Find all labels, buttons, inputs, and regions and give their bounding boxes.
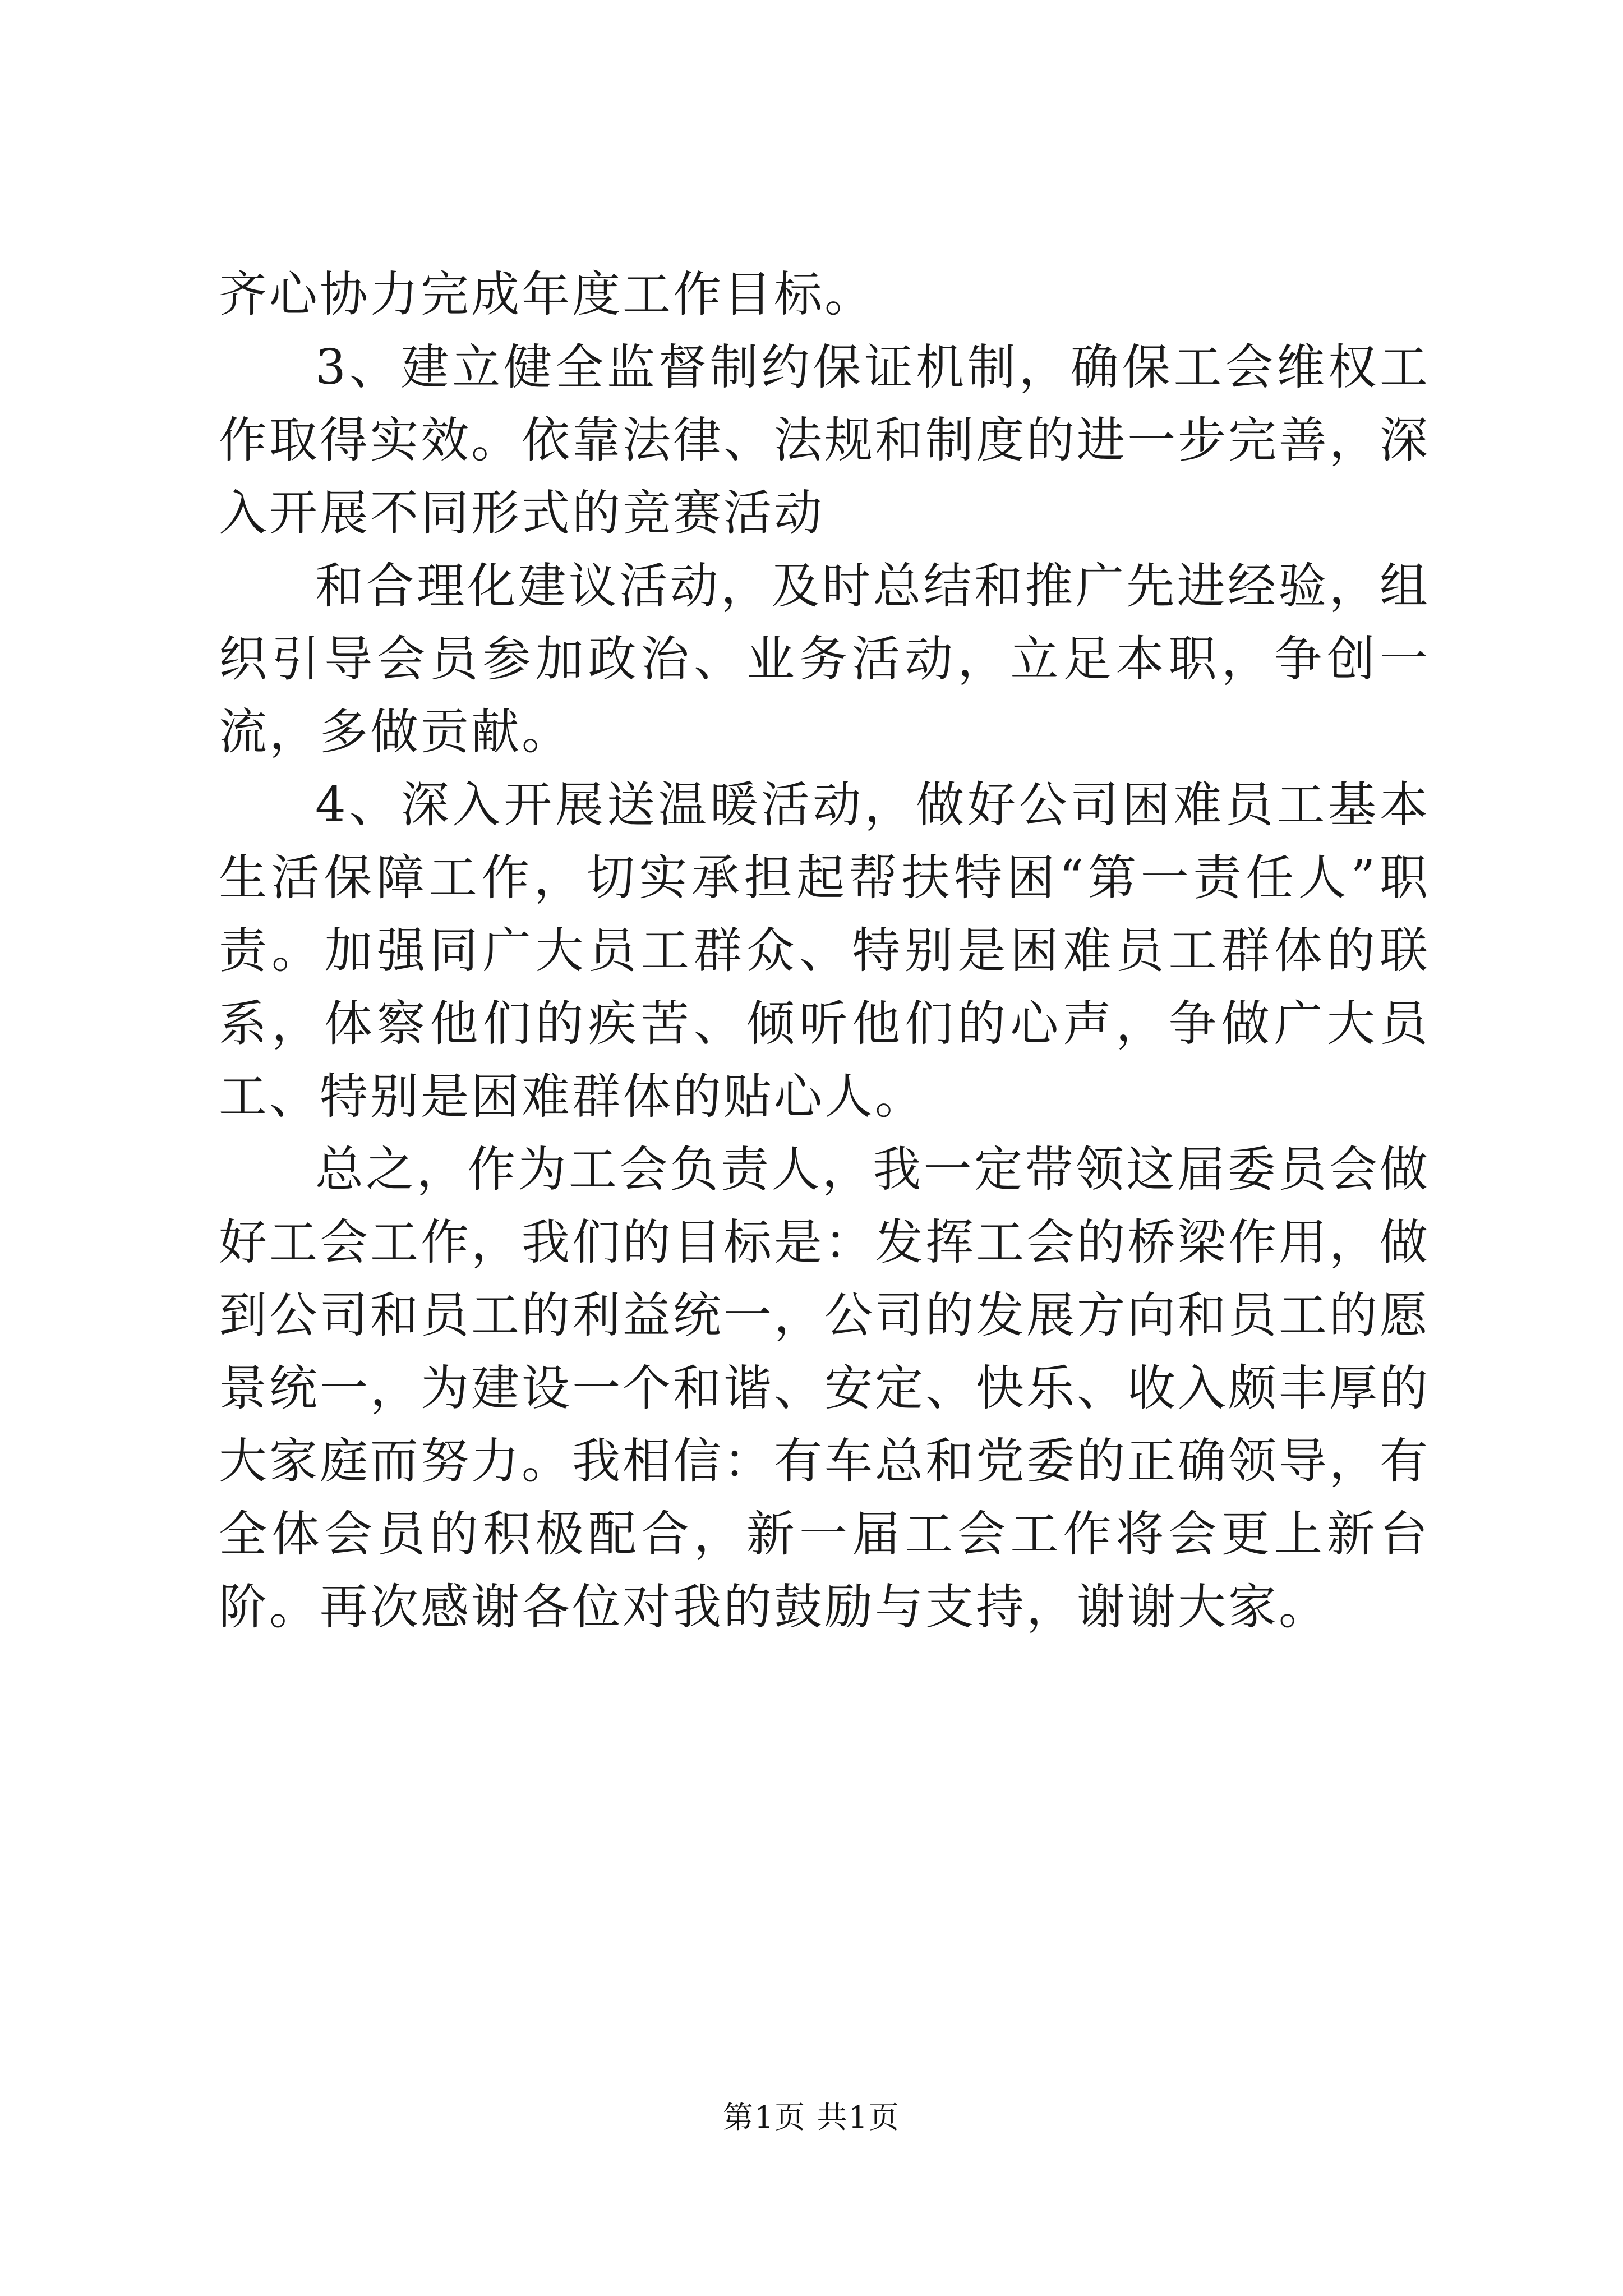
paragraph-item-4: 4、深入开展送温暖活动，做好公司困难员工基本生活保障工作，切实承担起帮扶特困“第一责任人”职责。加强同广大员工群众、特别是困难员工群体的联系，体察他们的疾苦、倾听他们的心声，争做广大员工、特别是困难群体的贴心人。 bbox=[219, 777, 1430, 1125]
document-body bbox=[219, 258, 1430, 1644]
paragraph-goal-end: 齐心协力完成年度工作目标。 bbox=[219, 266, 875, 323]
page-number-footer: 第1页 共1页 bbox=[723, 2100, 900, 2135]
paragraph-item-3: 3、建立健全监督制约保证机制，确保工会维权工作取得实效。依靠法律、法规和制度的进一步完善，深入开展不同形式的竞赛活动 bbox=[219, 339, 1430, 541]
paragraph-item-3-continued: 和合理化建议活动，及时总结和推广先进经验，组织引导会员参加政治、业务活动，立足本职，争创一流，多做贡献。 bbox=[219, 558, 1430, 760]
paragraph-conclusion: 总之，作为工会负责人，我一定带领这届委员会做好工会工作，我们的目标是：发挥工会的桥梁作用，做到公司和员工的利益统一，公司的发展方向和员工的愿景统一，为建设一个和谐、安定、快乐、收入颇丰厚的大家庭而努力。我相信：有车总和党委的正确领导，有全体会员的积极配合，新一届工会工作将会更上新台阶。再次感谢各位对我的鼓励与支持，谢谢大家。 bbox=[219, 1142, 1430, 1635]
